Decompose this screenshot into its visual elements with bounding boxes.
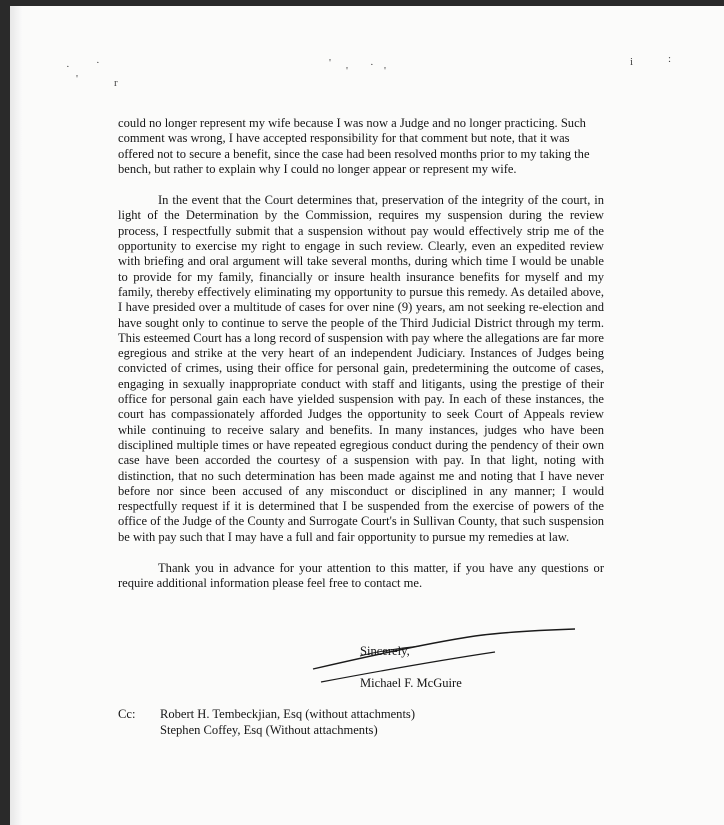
scan-speck: ·	[96, 57, 100, 69]
cc-recipient: Stephen Coffey, Esq (Without attachments)	[160, 722, 378, 737]
scan-speck: '	[346, 65, 348, 77]
signatory-name: Michael F. McGuire	[360, 676, 462, 690]
scan-speck: '	[329, 57, 331, 69]
scan-speck: '	[76, 73, 78, 85]
cc-list	[160, 707, 415, 738]
paragraph: Thank you in advance for your attention to this matter, if you have any questions or require additional information please feel free to contact me.	[118, 561, 604, 591]
paragraph: In the event that the Court determines that, preservation of the integrity of the court, in light of the Determination by the Commission, requires my suspension during the review process, I respectfully submit that a suspension without pay would effectively strip me of the opportunity to exercise my right to engage in such review. Clearly, even an expedited review with briefing and oral argument will take several months, during which time I would be unable to provide for my family, financially or insure health insurance benefits for myself and my family, thereby effectively eliminating my opportunity to pursue this remedy. As detailed above, I have presided over a multitude of cases for over nine (9) years, am not seeking re-election and have sought only to continue to serve the people of the Third Judicial District through my term. This esteemed Court has a long record of suspension with pay where the allegations are far more egregious and strike at the very heart of an independent Judiciary. Instances of Judges being convicted of crimes, using their office for personal gain, predetermining the outcome of cases, engaging in sexually inappropriate conduct with staff and litigants, using the prestige of their office for personal gain each have yielded suspension with pay. In each of these instances, the court has compassionately afforded Judges the opportunity to seek Court of Appeals review while continuing to receive salary and benefits. In many instances, judges who have been disciplined multiple times or have repeated egregious conduct during the pendency of their own case have been accorded the courtesy of a suspension with pay. In that light, noting with distinction, that no such determination has been made against me and noting that I have never before nor since been accused of any misconduct or disciplined in any manner; I would respectfully request if it is determined that I be suspended from the exercise of powers of the office of the Judge of the County and Surrogate Court's in Sullivan County, that such suspension be with pay such that I may have a full and fair opportunity to pursue my remedies at law.	[118, 193, 604, 544]
scan-speck: i	[630, 56, 634, 68]
scan-speck: '	[384, 65, 386, 77]
scan-speck: ·	[66, 61, 70, 73]
paragraph: could no longer represent my wife because I was now a Judge and no longer practicing. Such comment was wrong, I have accepted responsibility for that comment but note, that it was offered not to secure a benefit, since the case had been resolved months prior to my taking the bench, but rather to explain why I could no longer appear or represent my wife.	[118, 116, 590, 176]
scan-speck: ·	[370, 59, 374, 71]
scan-speck: r	[114, 77, 118, 89]
cc-recipient: Robert H. Tembeckjian, Esq (without attachments)	[160, 707, 415, 721]
cc-label: Cc:	[118, 707, 136, 721]
letter-body	[118, 116, 604, 592]
closing: Sincerely,	[360, 644, 410, 658]
scan-speck: :	[668, 53, 672, 65]
binding-edge	[10, 6, 22, 825]
